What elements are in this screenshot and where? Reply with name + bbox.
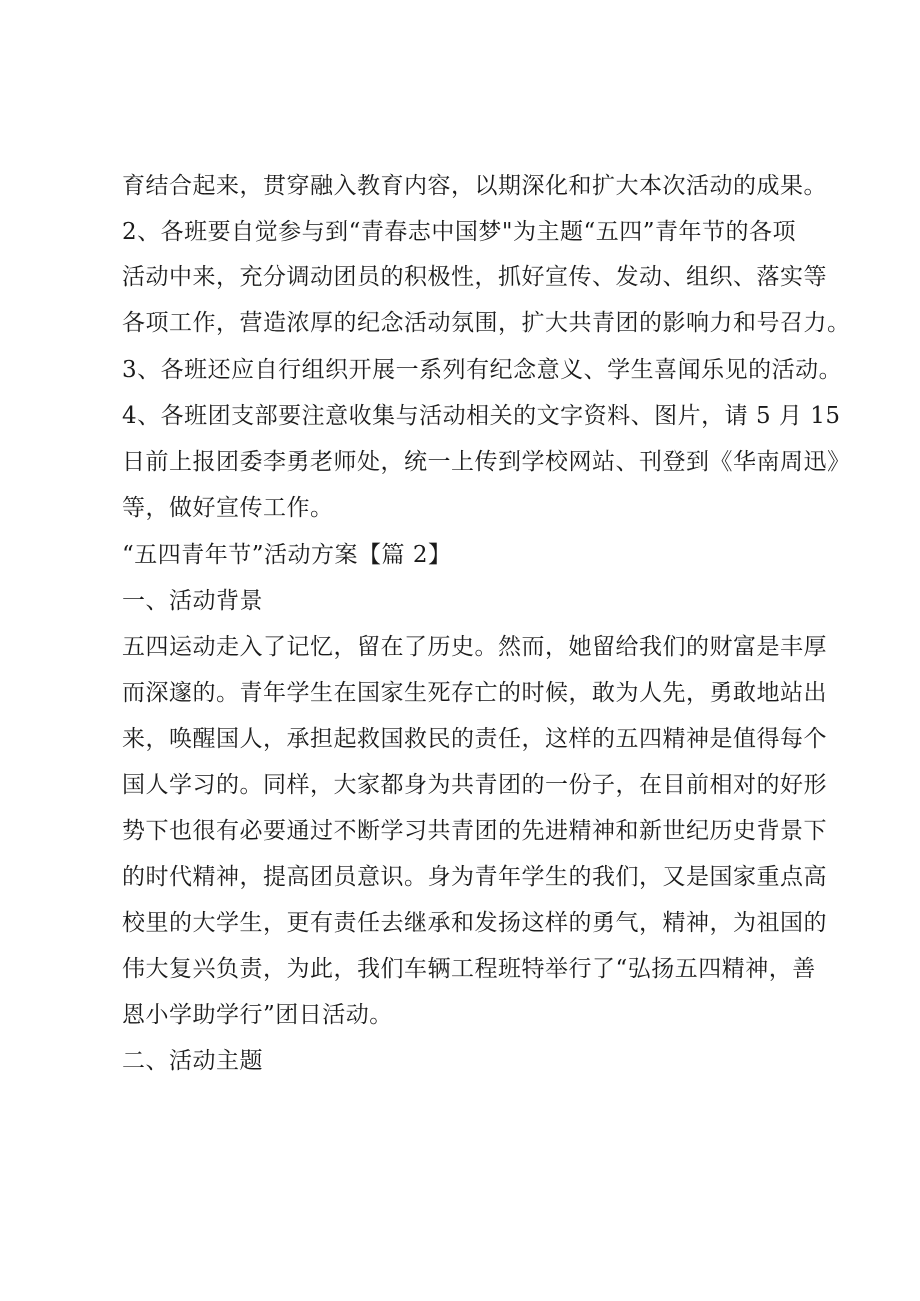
text-line: 国人学习的。同样，大家都身为共青团的一份子，在目前相对的好形 (122, 772, 827, 798)
text-line: 势下也很有必要通过不断学习共青团的先进精神和新世纪历史背景下 (122, 818, 827, 844)
text-line: 育结合起来，贯穿融入教育内容，以期深化和扩大本次活动的成果。 (122, 173, 827, 199)
text-line: 2、各班要自觉参与到“青春志中国梦"为主题“五四”青年节的各项 (122, 219, 796, 245)
text-line: 来，唤醒国人，承担起救国救民的责任，这样的五四精神是值得每个 (122, 726, 827, 752)
text-line: 的时代精神，提高团员意识。身为青年学生的我们，又是国家重点高 (122, 864, 827, 890)
section-subheading: 二、活动主题 (122, 1048, 263, 1074)
section-subheading: 一、活动背景 (122, 588, 263, 614)
text-line: 校里的大学生，更有责任去继承和发扬这样的勇气，精神，为祖国的 (122, 910, 827, 936)
text-line: 五四运动走入了记忆，留在了历史。然而，她留给我们的财富是丰厚 (122, 634, 827, 660)
text-line: 活动中来，充分调动团员的积极性，抓好宣传、发动、组织、落实等 (122, 264, 827, 290)
text-line: 伟大复兴负责，为此，我们车辆工程班特举行了“弘扬五四精神，善 (122, 956, 816, 982)
text-line: 而深邃的。青年学生在国家生死存亡的时候，敢为人先，勇敢地站出 (122, 680, 827, 706)
text-line: 恩小学助学行”团日活动。 (122, 1002, 393, 1028)
text-line: 等，做好宣传工作。 (122, 495, 334, 521)
text-line: 日前上报团委李勇老师处，统一上传到学校网站、刊登到《华南周迅》 (122, 449, 851, 475)
text-line: 3、各班还应自行组织开展一系列有纪念意义、学生喜闻乐见的活动。 (122, 357, 843, 383)
text-line: 4、各班团支部要注意收集与活动相关的文字资料、图片，请 5 月 15 (122, 403, 841, 429)
text-line: 各项工作，营造浓厚的纪念活动氛围，扩大共青团的影响力和号召力。 (122, 310, 851, 336)
section-heading: “五四青年节”活动方案【篇 2】 (122, 542, 452, 568)
